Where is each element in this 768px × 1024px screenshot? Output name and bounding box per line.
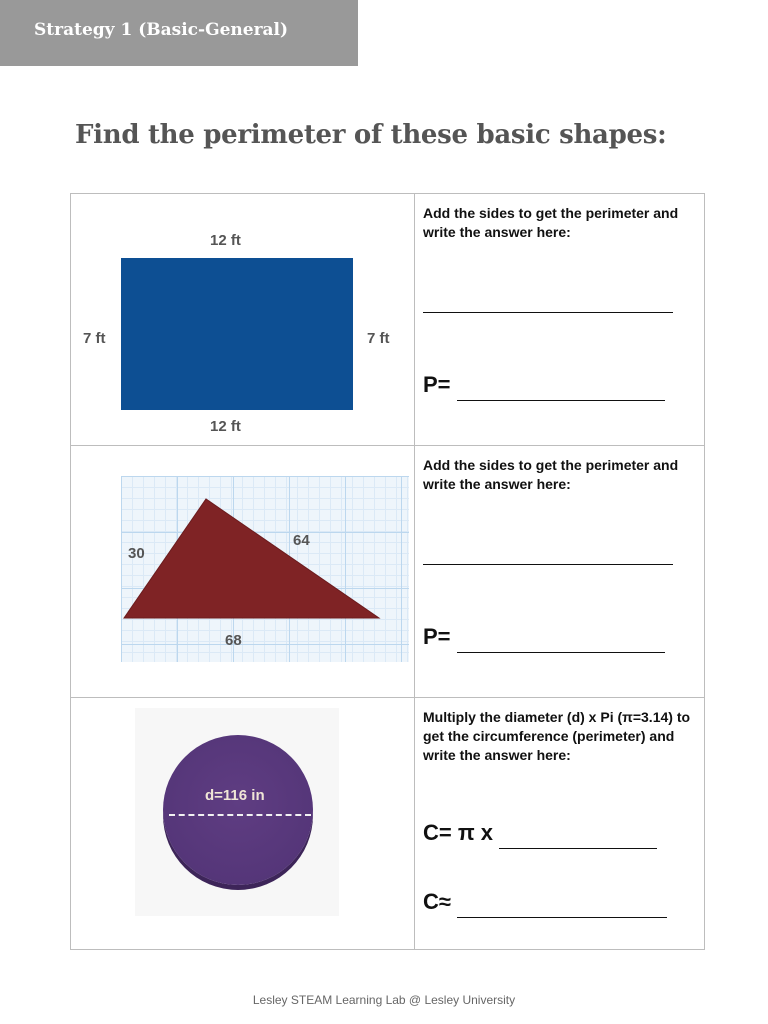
circle-shape [163, 735, 313, 885]
rectangle-answer-cell [415, 194, 705, 446]
work-blank-line[interactable] [423, 564, 673, 565]
triangle-left-label: 30 [128, 545, 145, 562]
diameter-line [169, 814, 311, 816]
rectangle-instructions: Add the sides to get the perimeter and write the answer here: [423, 205, 679, 240]
diameter-label: d=116 in [205, 787, 265, 804]
worksheet-title: Find the perimeter of these basic shapes: [75, 120, 667, 150]
answer-blank[interactable] [457, 626, 665, 653]
rect-bottom-label: 12 ft [210, 418, 241, 435]
rectangle-shape [121, 258, 353, 410]
perimeter-answer [423, 372, 665, 401]
circumference-answer [423, 820, 657, 849]
circle-figure-cell [71, 698, 415, 950]
answer-label: P= [423, 372, 451, 397]
triangle-bottom-label: 68 [225, 632, 242, 649]
rectangle-row [71, 194, 705, 446]
rect-left-label: 7 ft [83, 330, 106, 347]
answer-blank[interactable] [457, 374, 665, 401]
circle-answer-cell [415, 698, 705, 950]
worksheet-table [70, 193, 705, 950]
triangle-right-label: 64 [293, 532, 310, 549]
work-blank-line[interactable] [423, 312, 673, 313]
approx-answer [423, 889, 667, 918]
triangle-shape [121, 496, 391, 626]
answer-blank[interactable] [499, 822, 657, 849]
perimeter-answer [423, 624, 665, 653]
triangle-instructions: Add the sides to get the perimeter and write the answer here: [423, 457, 679, 492]
circle-instructions: Multiply the diameter (d) x Pi (π=3.14) to get the circumference (perimeter) and write the answer here: [423, 709, 691, 763]
approx-blank[interactable] [457, 891, 667, 918]
circle-row [71, 698, 705, 950]
rectangle-figure-cell [71, 194, 415, 446]
banner-title: Strategy 1 (Basic-General) [34, 20, 289, 40]
rect-top-label: 12 ft [210, 232, 241, 249]
approx-label: C≈ [423, 889, 451, 914]
triangle-figure-cell [71, 446, 415, 698]
answer-label: C= π x [423, 820, 494, 845]
answer-label: P= [423, 624, 451, 649]
rect-right-label: 7 ft [367, 330, 390, 347]
page-footer: Lesley STEAM Learning Lab @ Lesley University [252, 993, 516, 1007]
triangle-answer-cell [415, 446, 705, 698]
triangle-row [71, 446, 705, 698]
strategy-banner [0, 0, 358, 66]
